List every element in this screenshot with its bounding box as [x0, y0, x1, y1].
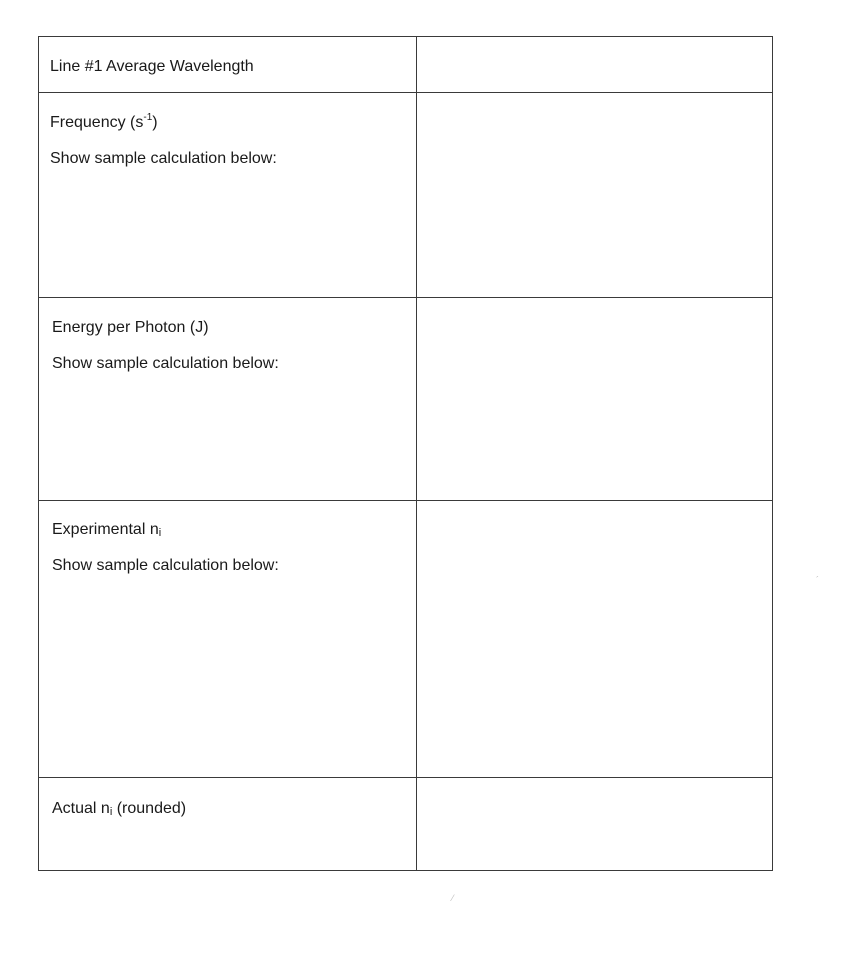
frequency-unit-exponent: -1: [143, 112, 153, 123]
label-cell-experimental-ni: [39, 501, 417, 778]
worksheet-table: [38, 36, 773, 871]
frequency-label: Frequency $(s^{-1})$: [50, 112, 158, 131]
energy-label: Energy per Photon (J): [52, 319, 209, 336]
wavelength-label: Line #1 Average Wavelength: [50, 58, 254, 75]
answer-cell-actual-ni[interactable]: [417, 778, 773, 871]
frequency-instruction: Show sample calculation below:: [50, 150, 277, 167]
energy-instruction: Show sample calculation below:: [52, 355, 279, 372]
answer-cell-experimental-ni[interactable]: [417, 501, 773, 778]
table-row-experimental-ni: [39, 501, 773, 778]
experimental-ni-label: Experimental $n_i$: [52, 521, 162, 539]
answer-cell-energy[interactable]: [417, 298, 773, 501]
label-cell-actual-ni: [39, 778, 417, 871]
experimental-ni-instruction: Show sample calculation below:: [52, 557, 279, 574]
label-cell-wavelength: [39, 37, 417, 93]
table-row-actual-ni: [39, 778, 773, 871]
answer-cell-frequency[interactable]: [417, 93, 773, 298]
answer-cell-wavelength[interactable]: [417, 37, 773, 93]
label-cell-frequency: [39, 93, 417, 298]
table-row-frequency: [39, 93, 773, 298]
label-cell-energy: [39, 298, 417, 501]
scan-speck: ´: [816, 575, 819, 585]
scan-speck: ⁄: [452, 893, 454, 903]
table-row-wavelength: [39, 37, 773, 93]
table-row-energy: [39, 298, 773, 501]
actual-ni-label: Actual $n_i$ (rounded): [52, 800, 187, 818]
experimental-ni-subscript: i: [158, 527, 162, 539]
actual-ni-subscript: i: [109, 806, 113, 818]
